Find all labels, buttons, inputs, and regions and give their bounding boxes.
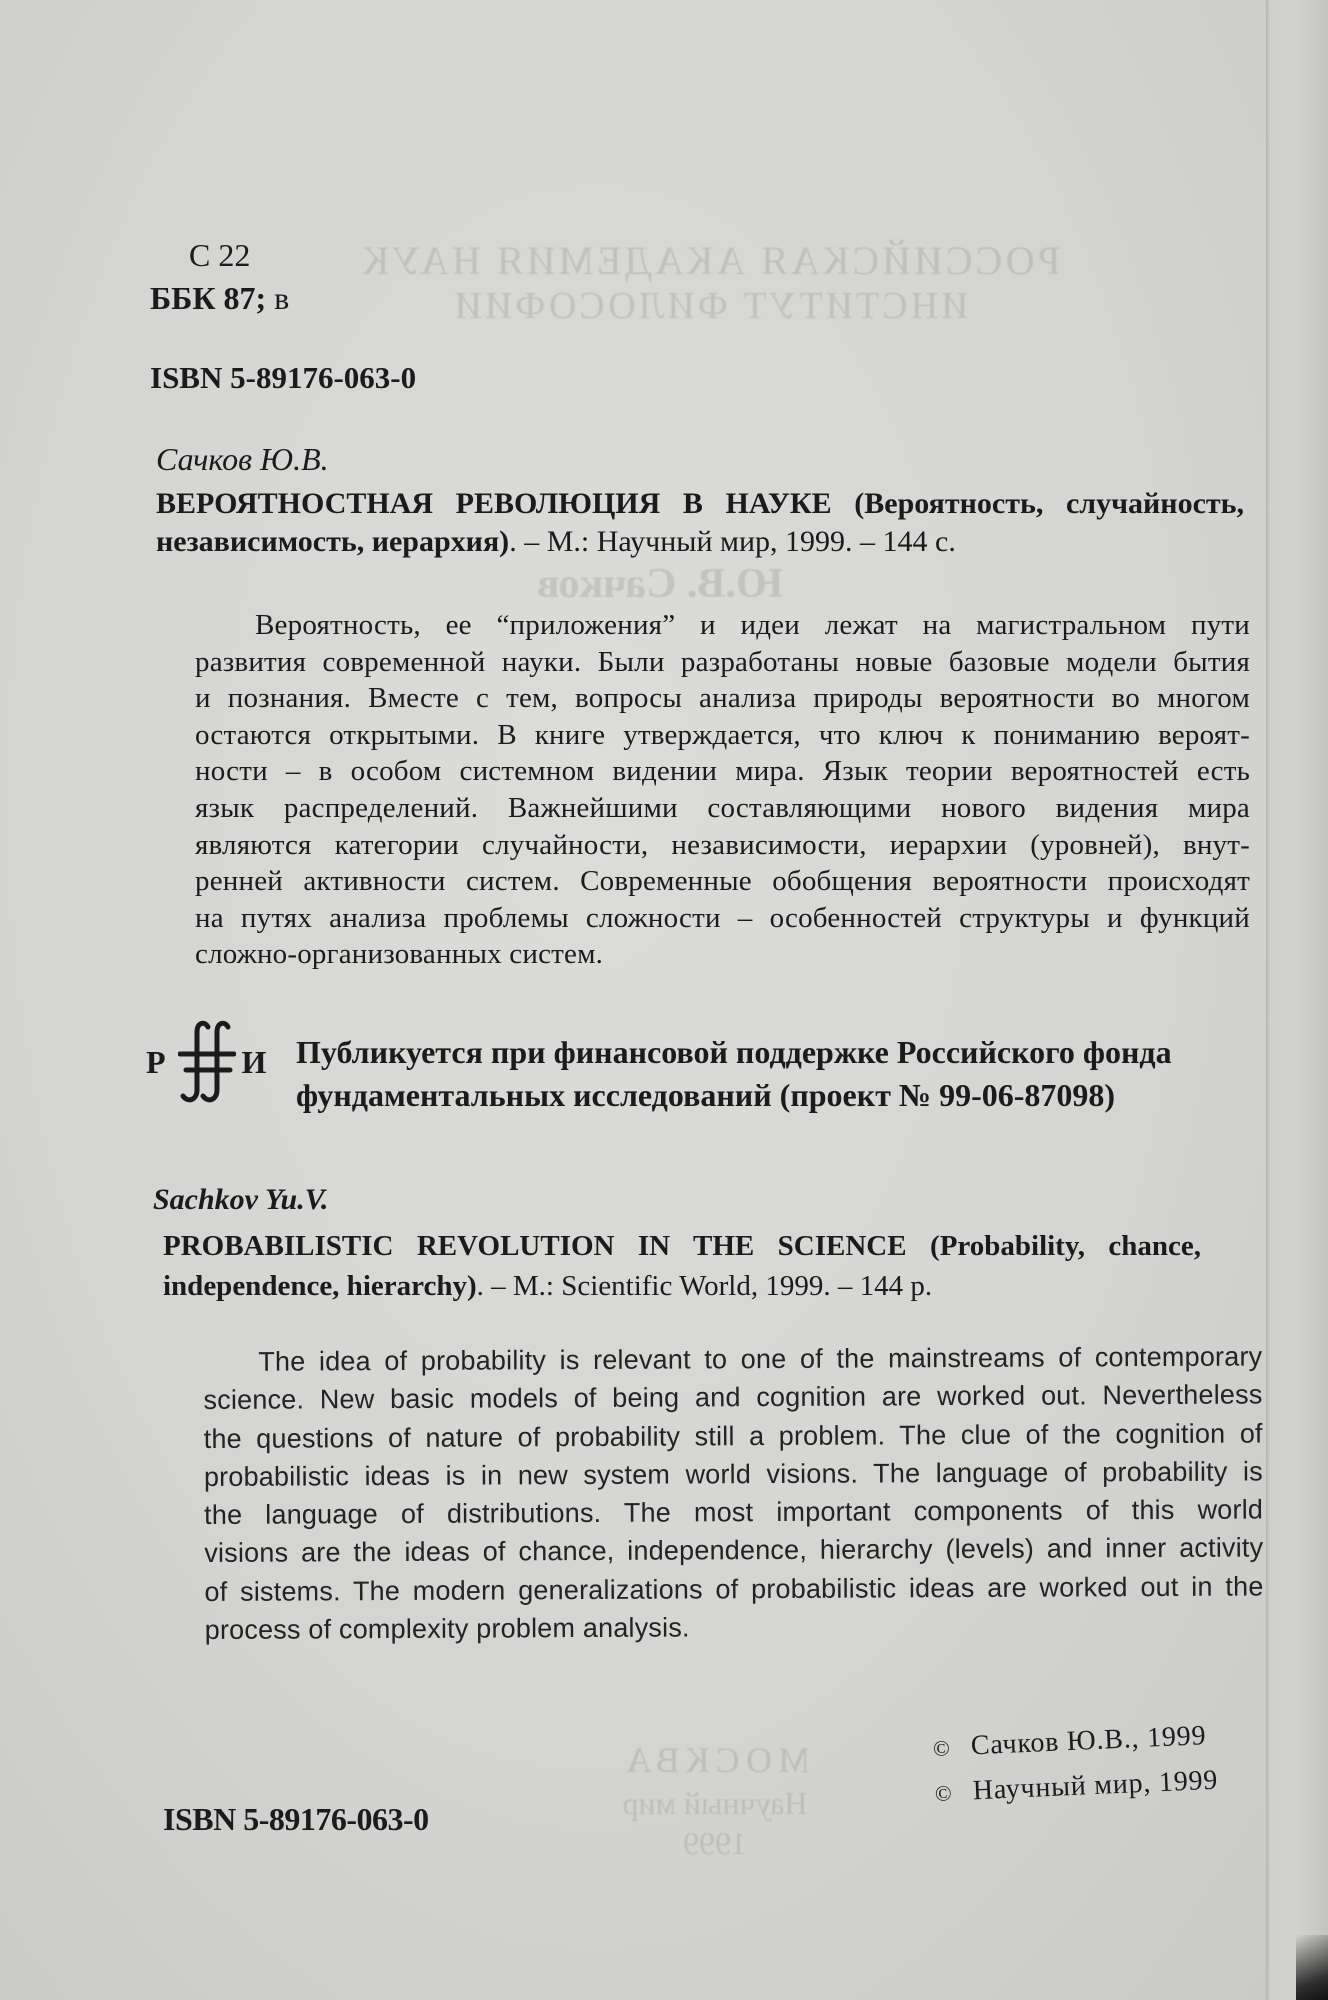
ru-abstract-line: ности – в особом системном видении мира. Язык теории вероятностей есть <box>195 755 1250 788</box>
ru-title: ВЕРОЯТНОСТНАЯ РЕВОЛЮЦИЯ В НАУКЕ <box>156 487 832 520</box>
en-abstract-line: the language of distributions. The most important components of this world <box>204 1494 1264 1531</box>
en-abstract-line: probabilistic ideas is in new system world visions. The language of probability is <box>203 1456 1263 1492</box>
rffi-ligature-icon <box>178 1018 236 1106</box>
ru-imprint: . – М.: Научный мир, 1999. – 144 с. <box>509 525 956 558</box>
isbn-bottom: ISBN 5-89176-063-0 <box>163 1801 429 1837</box>
copyright-symbol: © <box>932 1735 952 1762</box>
en-title-line-1 <box>163 1226 1201 1266</box>
ru-abstract-line: являются категории случайности, независимости, иерархии (уровней), внут- <box>195 828 1250 861</box>
funding-note <box>296 1031 1172 1117</box>
ru-abstract-line: остаются открытыми. В книге утверждается, что ключ к пониманию вероят- <box>195 718 1250 751</box>
ru-abstract-line: ренней активности систем. Современные обобщения вероятности происходят <box>195 865 1250 898</box>
en-imprint: . – M.: Scientific World, 1999. – 144 p. <box>476 1270 933 1302</box>
en-abstract-line: of sistems. The modern generalizations of probabilistic ideas are worked out in the <box>204 1571 1264 1607</box>
en-abstract-line: science. New basic models of being and cognition are worked out. Nevertheless <box>203 1379 1263 1416</box>
bleed-through-publisher: Научный мир <box>622 1785 808 1821</box>
ru-title-block <box>156 485 1244 561</box>
en-abstract <box>203 1337 1264 1649</box>
rffi-logo-letter-i: И <box>241 1043 267 1080</box>
rffi-logo <box>146 1018 266 1106</box>
bbk-suffix: в <box>274 280 290 316</box>
en-title: PROBABILISTIC REVOLUTION IN THE SCIENCE <box>163 1230 907 1262</box>
udc-code: С 22 <box>189 237 251 273</box>
ru-title-line-2 <box>156 523 1244 561</box>
ru-abstract-line: Вероятность, ее “приложения” и идеи лежат на магистральном пути <box>255 609 1250 641</box>
ru-subtitle-part-2: независимость, иерархия) <box>156 525 510 558</box>
copyright-block <box>932 1714 1219 1816</box>
bleed-through-city: МОСКВА <box>619 1740 811 1780</box>
bbk-code: ББК 87; <box>150 280 267 316</box>
en-title-block <box>163 1226 1201 1306</box>
en-subtitle-part-2: independence, hierarchy) <box>163 1270 477 1302</box>
copyright-holder: Сачков Ю.В., 1999 <box>970 1720 1207 1762</box>
en-title-line-2 <box>163 1266 1201 1306</box>
bleed-through-academy: РОССИЙСКАЯ АКАДЕМИЯ НАУК <box>359 238 1061 283</box>
rffi-logo-letter-r: Р <box>146 1043 166 1080</box>
en-abstract-line: visions are the ideas of chance, independence, hierarchy (levels) and inner activity <box>204 1532 1264 1569</box>
isbn-top: ISBN 5-89176-063-0 <box>150 360 417 395</box>
page-corner-shadow <box>1296 1935 1328 2000</box>
en-abstract-line: process of complexity problem analysis. <box>204 1612 690 1646</box>
funding-line: фундаментальных исследований (проект № 99-06-87098) <box>296 1077 1116 1113</box>
ru-author: Сачков Ю.В. <box>156 441 329 477</box>
ru-abstract-line: язык распределений. Важнейшими составляющими нового видения мира <box>195 791 1250 824</box>
ru-abstract-line: развития современной науки. Были разработаны новые базовые модели бытия <box>195 645 1250 678</box>
en-author: Sachkov Yu.V. <box>153 1183 329 1216</box>
bleed-through-institute: ИНСТИТУТ ФИЛОСОФИИ <box>451 285 969 327</box>
en-abstract-line: the questions of nature of probability still a problem. The clue of the cognition of <box>203 1418 1263 1454</box>
bleed-through-author: Ю.В. Сачков <box>536 561 784 607</box>
page-edge <box>1266 0 1328 2000</box>
copyright-symbol: © <box>934 1780 954 1806</box>
en-abstract-line: The idea of probability is relevant to one of the mainstreams of contemporary <box>258 1341 1263 1377</box>
ru-abstract-line: и познания. Вместе с тем, вопросы анализа природы вероятности во многом <box>195 682 1250 715</box>
ru-abstract <box>195 607 1250 973</box>
ru-abstract-line: сложно-организованных систем. <box>195 938 604 971</box>
bleed-through-year: 1999 <box>683 1825 747 1861</box>
en-subtitle-part-1: (Probability, chance, <box>930 1230 1202 1262</box>
funding-line: Публикуется при финансовой поддержке Российского фонда <box>296 1034 1172 1070</box>
bbk-index <box>150 279 289 317</box>
ru-abstract-line: на путях анализа проблемы сложности – особенностей структуры и функций <box>195 901 1250 934</box>
ru-subtitle-part-1: (Вероятность, случайность, <box>854 487 1244 520</box>
ru-title-line-1 <box>156 485 1244 523</box>
copyright-holder: Научный мир, 1999 <box>972 1764 1219 1807</box>
